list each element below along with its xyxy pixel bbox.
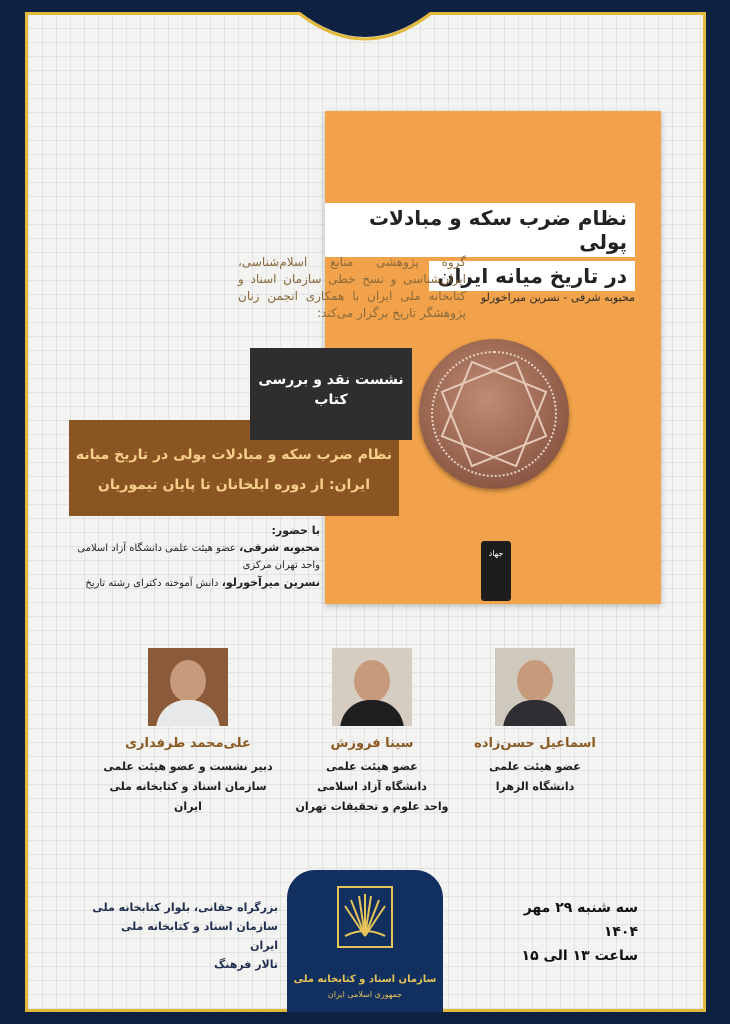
speaker-2-role1: عضو هیئت علمی [326,760,418,773]
speaker-1-photo [495,648,575,726]
attendee-1-role2: واحد تهران مرکزی [242,560,320,571]
speaker-2-body [340,700,404,726]
venue-address [92,898,278,974]
book-title-line2: در تاریخ میانه ایران [429,261,635,291]
speaker-1-role [470,757,600,797]
speaker-1-name: اسماعیل حسن‌زاده [474,736,596,751]
book-title-line1: نظام ضرب سکه و مبادلات پولی [325,203,635,257]
attendance-label: با حضور: [271,524,320,537]
speaker-3-body [156,700,220,726]
event-date: سه شنبه ۲۹ مهر ۱۴۰۴ [523,900,638,940]
venue-line2: سازمان اسناد و کتابخانه ملی ایران [120,920,278,952]
speaker-1-role2: دانشگاه الزهرا [495,780,575,793]
speaker-2-name: سینا فروزش [330,736,414,751]
publisher-logo [481,541,511,601]
session-label-line1: نشست نقد و بررسی [258,372,404,388]
attendance-block [66,522,320,592]
speaker-2-role [286,757,458,817]
speaker-2-photo [332,648,412,726]
event-datetime [498,896,638,968]
attendee-2-role: دانش آموخته دکترای رشته تاریخ [85,578,219,589]
session-label-box [250,348,412,440]
speaker-3-head [170,660,206,702]
publisher-badge: جهاد [488,549,504,558]
top-arch-decoration [0,0,730,80]
intro-text: گروه پژوهشی منابع اسلام‌شناسی، ایران‌شناسی و نسخ خطی سازمان اسناد و کتابخانه ملی ایران با همکاری انجمن زنان پژوهشگر تاریخ برگزار می‌کند: [238,255,466,320]
speaker-1-head [517,660,553,702]
attendee-1 [66,539,320,557]
speaker-3-role1: دبیر نشست و عضو هیئت علمی [103,760,273,773]
session-title-line2: ایران: از دوره ایلخانان تا پایان تیموریان [97,477,371,493]
organization-logo-block [287,870,443,1012]
speaker-2-head [354,660,390,702]
attendee-1-name: محبوبه شرفی، [239,541,320,554]
speaker-3-photo [148,648,228,726]
speaker-1-body [503,700,567,726]
venue-line1: بزرگراه حقانی، بلوار کتابخانه ملی [92,901,278,914]
org-subtitle: جمهوری اسلامی ایران [327,990,403,999]
attendee-2 [66,574,320,592]
attendee-1-role: عضو هیئت علمی دانشگاه آزاد اسلامی [77,543,236,554]
speaker-card-2 [286,648,458,817]
speaker-3-role [96,757,280,817]
speaker-card-1 [470,648,600,797]
speaker-2-role3: واحد علوم و تحقیقات تهران [295,800,449,813]
org-name: سازمان اسناد و کتابخانه ملی [293,974,437,985]
speaker-2-role2: دانشگاه آزاد اسلامی [317,780,427,793]
event-time: ساعت ۱۳ الی ۱۵ [521,948,638,964]
speaker-card-3 [96,648,280,817]
venue-line3: تالار فرهنگ [213,958,278,971]
book-authors: محبوبه شرفی - نسرین میراخورلو [480,291,635,304]
session-label-line2: کتاب [314,392,348,408]
coin-image [419,339,569,489]
book-fan-icon [337,886,393,948]
attendee-2-name: نسرین میرآخورلو، [221,576,320,589]
speaker-3-name: علی‌محمد طرفداری [125,736,251,751]
session-title-line1: نظام ضرب سکه و مبادلات پولی در تاریخ میانه [75,447,393,463]
speaker-1-role1: عضو هیئت علمی [489,760,581,773]
speaker-3-role2: سازمان اسناد و کتابخانه ملی ایران [109,780,267,813]
